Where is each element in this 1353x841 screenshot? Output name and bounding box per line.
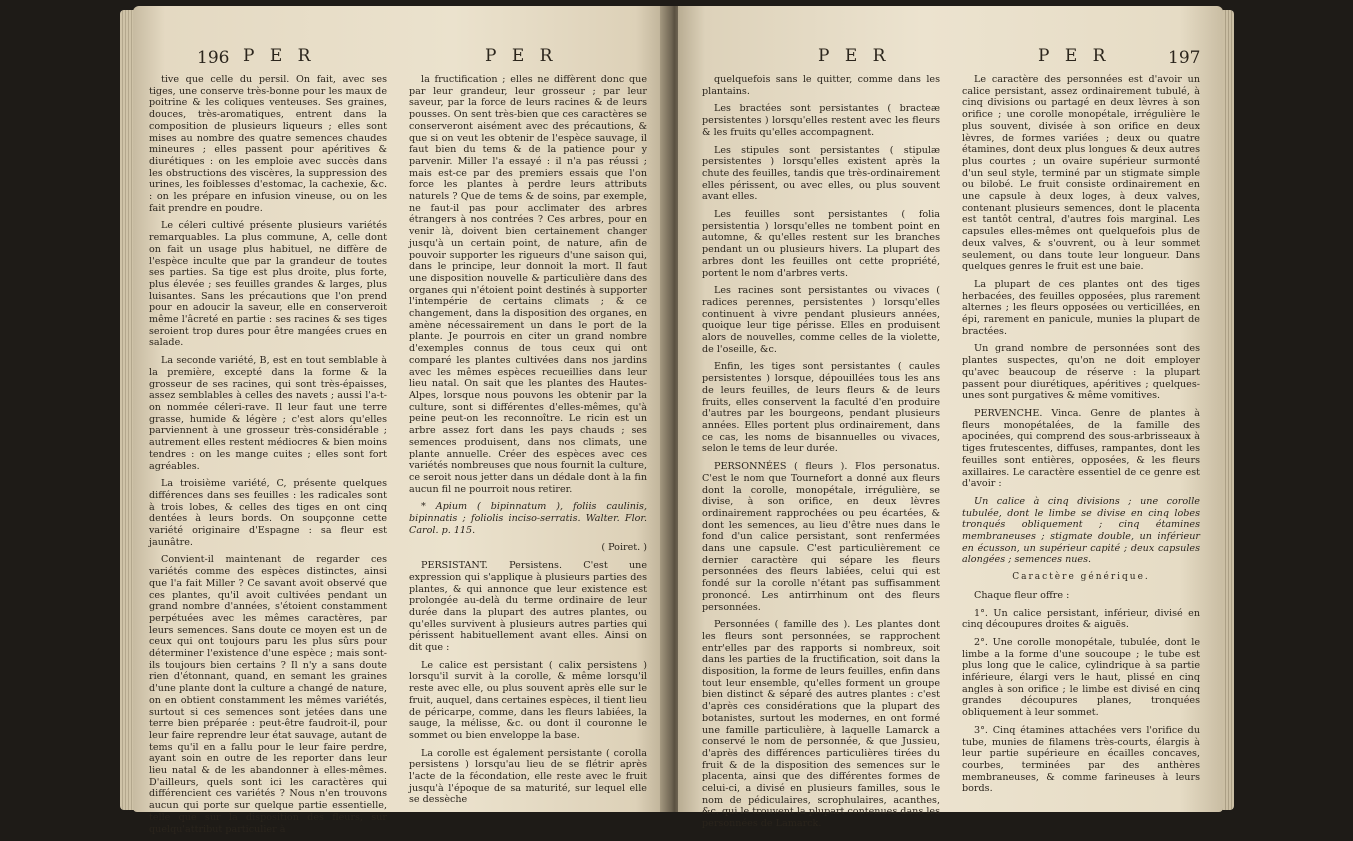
left-column-2 bbox=[409, 74, 647, 812]
left-column-1 bbox=[149, 74, 387, 841]
paragraph: Les racines sont persistantes ou vivaces ( radices perennes, persistentes ) lorsqu'elles continuent à vivre pendant plusieurs années, quoique leur tige périsse. Elles en produisent alors de nouvelles, comme celles de la violette, de l'oseille, &c. bbox=[702, 285, 940, 355]
paragraph: Convient-il maintenant de regarder ces variétés comme des espèces distinctes, ainsi que l'a fait Miller ? Ce savant avoit observé que ces plantes, qu'il avoit cultivées pendant un grand nombre d'années, s'étoient constamment perpétuées avec les mêmes caractères, par leurs semences. Sans doute ce moyen est un de ceux qui ont toujours paru les plus sûrs pour déterminer l'existence d'une espèce ; mais sont-ils toujours bien certains ? Il n'y a sans doute rien d'étonnant, quand, en semant les graines d'une plante dont la culture a changé de nature, on en obtient constamment les mêmes variétés, surtout si ces semences sont jetées dans une terre bien préparée : peut-être faudroit-il, pour leur faire reprendre leur état sauvage, autant de tems qu'il en a fallu pour le leur faire perdre, ayant soin en outre de les reporter dans leur lieu natal & de les abandonner à elles-mêmes. D'ailleurs, quels sont ici les caractères qui différencient ces variétés ? Nous n'en trouvons aucun qui porte sur quelque partie essentielle, telle que sur la disposition des fleurs, sur quelqu'attribut particulier à bbox=[149, 554, 387, 835]
paragraph: 1°. Un calice persistant, inférieur, divisé en cinq découpures droites & aiguës. bbox=[962, 607, 1200, 631]
paragraph: tive que celle du persil. On fait, avec ses tiges, une conserve très-bonne pour les maux de poitrine & les coliques venteuses. Ses graines, douces, très-aromatiques, entrent dans la composition de plusieurs liqueurs ; elles sont mises au nombre des quatre semences chaudes mineures ; elles passent pour apéritives & diurétiques : on les emploie avec succès dans les obstructions des viscères, la suppression des urines, les foiblesses d'estomac, la cachexie, &c. : on les prépare en infusion vineuse, ou on les fait prendre en poudre. bbox=[149, 74, 387, 214]
running-header-left: P E R bbox=[243, 46, 316, 66]
paragraph: 3°. Cinq étamines attachées vers l'orifice du tube, munies de filamens très-courts, élargis à leur partie supérieure en écailles concaves, courbes, terminées par des anthères membraneuses, & comme farineuses à leurs bords. bbox=[962, 724, 1200, 795]
paragraph: Le caractère des personnées est d'avoir un calice persistant, assez ordinairement tubulé, à cinq divisions ou partagé en deux lèvres à son orifice ; une corolle monopétale, irrégulière le plus souvent, divisée à son orifice en deux lèvres, de formes variées ; deux ou quatre étamines, dont deux plus longues & deux autres plus courtes ; un ovaire supérieur surmonté d'un seul style, terminé par un stigmate simple ou bilobé. Le fruit consiste ordinairement en une capsule à deux loges, à deux valves, contenant plusieurs semences, dont le placenta est tantôt central, d'autres fois marginal. Les capsules elles-mêmes ont quelquefois plus de deux valves, & s'ouvrent, ou à leur sommet seulement, ou dans toute leur longueur. Dans quelques genres le fruit est une baie. bbox=[962, 74, 1200, 273]
running-header-right: P E R bbox=[1038, 46, 1111, 66]
paragraph: Les stipules sont persistantes ( stipulæ persistentes ) lorsqu'elles existent après la chute des feuilles, tandis que très-ordinairement elles périssent, ou avec elles, ou plus souvent avant elles. bbox=[702, 144, 940, 203]
paragraph: Le céleri cultivé présente plusieurs variétés remarquables. La plus commune, A, celle dont on fait un usage plus habituel, ne diffère de l'espèce inculte que par la grandeur de toutes ses parties. Sa tige est plus droite, plus forte, plus élevée ; ses feuilles grandes & larges, plus luisantes. Sans les précautions que l'on prend pour en adoucir la saveur, elle en conserveroit même l'âcreté en partie : ses racines & ses tiges seroient trop dures pour être mangées crues en salade. bbox=[149, 220, 387, 349]
open-book bbox=[28, 6, 1328, 835]
right-column-2 bbox=[962, 74, 1200, 801]
left-page bbox=[133, 6, 668, 835]
page-number-right: 197 bbox=[1168, 48, 1201, 68]
right-page bbox=[678, 6, 1223, 830]
paragraph: La corolle est également persistante ( corolla persistens ) lorsqu'au lieu de se flétrir après l'acte de la fécondation, elle reste avec le fruit jusqu'à l'époque de sa maturité, sur lequel elle se dessèche bbox=[409, 747, 647, 806]
paragraph: PERSISTANT. Persistens. C'est une expression qui s'applique à plusieurs parties des plantes, & qui annonce que leur existence est prolongée au-delà du terme ordinaire de leur durée dans la plupart des autres plantes, ou qu'elles survivent à plusieurs autres parties qui périssent habituellement avant elles. Ainsi on dit que : bbox=[409, 560, 647, 654]
paragraph: quelquefois sans le quitter, comme dans les plantains. bbox=[702, 74, 940, 97]
paragraph: La troisième variété, C, présente quelques différences dans ses feuilles : les radicales sont à trois lobes, & celles des tiges en ont cinq dentées à leurs bords. On soupçonne cette variété originaire d'Espagne : sa fleur est jaunâtre. bbox=[149, 478, 387, 548]
paragraph: PERSONNÉES ( fleurs ). Flos personatus. C'est le nom que Tournefort a donné aux fleurs dont la corolle, monopétale, irrégulière, se divise, à son orifice, en deux lèvres ordinairement rapprochées ou peu écartées, & dont les semences, au lieu d'être nues dans le fond d'un calice persistant, sont renfermées dans une capsule. C'est particulièrement ce dernier caractère qui sépare les fleurs personnées des fleurs labiées, celui qui est fondé sur la corolle n'étant pas suffisamment prononcé. Les antirrhinum ont des fleurs personnées. bbox=[702, 461, 940, 613]
paragraph: Un calice à cinq divisions ; une corolle tubulée, dont le limbe se divise en cinq lobes tronqués obliquement ; cinq étamines membraneuses ; stigmate double, un inférieur en écusson, un supérieur capité ; deux capsules alongées ; semences nues. bbox=[962, 495, 1200, 566]
paragraph: PERVENCHE. Vinca. Genre de plantes à fleurs monopétalées, de la famille des apocinées, qui comprend des sous-arbrisseaux à tiges frutescentes, diffuses, rampantes, dont les feuilles sont entières, opposées, & les fleurs axillaires. Le caractère essentiel de ce genre est d'avoir : bbox=[962, 407, 1200, 490]
paragraph: Les feuilles sont persistantes ( folia persistentia ) lorsqu'elles ne tombent point en automne, & qu'elles restent sur les branches pendant un ou plusieurs hivers. La plupart des arbres dont les feuilles ont cette propriété, portent le nom d'arbres verts. bbox=[702, 209, 940, 279]
paragraph: 2°. Une corolle monopétale, tubulée, dont le limbe a la forme d'une soucoupe ; le tube est plus long que le calice, cylindrique à sa partie inférieure, élargi vers le haut, plissé en cinq angles à son orifice ; le limbe est divisé en cinq grandes découpures planes, tronquées obliquement à leur sommet. bbox=[962, 636, 1200, 719]
paragraph: Un grand nombre de personnées sont des plantes suspectes, qu'on ne doit employer qu'avec beaucoup de réserve : la plupart passent pour diurétiques, apéritives ; quelques-unes sont purgatives & même vomitives. bbox=[962, 343, 1200, 402]
paragraph: la fructification ; elles ne diffèrent donc que par leur grandeur, leur grosseur ; par leur saveur, par la force de leurs racines & de leurs pousses. On sent très-bien que ces caractères se conserveront aisément avec des précautions, & que si on veut les obtenir de l'espèce sauvage, il faut bien du tems & de la patience pour y parvenir. Miller l'a essayé : il n'a pas réussi ; mais est-ce par des premiers essais que l'on force les plantes à perdre leurs attributs naturels ? Que de tems & de soins, par exemple, ne faut-il pas pour acclimater des arbres étrangers à nos contrées ? Ces arbres, pour en venir là, doivent bien certainement changer jusqu'à un certain point, de nature, afin de pouvoir supporter les rigueurs d'une saison qui, dans le principe, leur donnoit la mort. Il faut une disposition nouvelle & particulière dans des organes qui n'étoient point destinés à supporter l'intempérie de certains climats ; & ce changement, dans la disposition des organes, en amène nécessairement un dans le port de la plante. Je pourrois en citer un grand nombre d'exemples connus de tous ceux qui ont comparé les plantes cultivées dans nos jardins avec les mêmes espèces recueillies dans leur lieu natal. On sait que les plantes des Hautes-Alpes, lorsque nous pouvons les obtenir par la culture, sont si différentes d'elles-mêmes, qu'à peine peut-on les reconnoître. Le ricin est un arbre assez fort dans les pays chauds ; ses semences produisent, dans nos climats, une plante annuelle. Créer des espèces avec ces variétés nombreuses que nous fournit la culture, ce seroit nous jetter dans un dédale dont à la fin aucun fil ne pourroit nous retirer. bbox=[409, 74, 647, 495]
paragraph: * Apium ( bipinnatum ), foliis caulinis, bipinnatis ; foliolis inciso-serratis. Walter. Flor. Carol. p. 115. bbox=[409, 501, 647, 536]
page-number-left: 196 bbox=[197, 48, 230, 68]
paragraph: Les bractées sont persistantes ( bracteæ persistentes ) lorsqu'elles restent avec les fleurs & les fruits qu'elles accompagnent. bbox=[702, 103, 940, 138]
right-column-1 bbox=[702, 74, 940, 836]
paragraph: Le calice est persistant ( calix persistens ) lorsqu'il survit à la corolle, & même lorsqu'il reste avec elle, ou plus souvent après elle sur le fruit, auquel, dans certaines espèces, il tient lieu de péricarpe, comme, dans les fleurs labiées, la sauge, la mélisse, &c. ou dont il couronne le sommet ou bien enveloppe la base. bbox=[409, 659, 647, 741]
paragraph: Chaque fleur offre : bbox=[974, 589, 1070, 601]
paragraph: La plupart de ces plantes ont des tiges herbacées, des feuilles opposées, plus rarement alternes ; les fleurs opposées ou verticillées, en épi, rarement en panicule, munies la plupart de bractées. bbox=[962, 278, 1200, 337]
paragraph: Enfin, les tiges sont persistantes ( caules persistentes ) lorsque, dépouillées tous les ans de leurs feuilles, de leurs fleurs & de leurs fruits, elles conservent la faculté d'en produire d'autres par les bourgeons, pendant plusieurs années. Elles portent plus ordinairement, dans ce cas, les noms de bisannuelles ou vivaces, selon le tems de leur durée. bbox=[702, 361, 940, 455]
running-header-right-col1: P E R bbox=[818, 46, 891, 66]
running-header-left-col2: P E R bbox=[485, 46, 558, 66]
paragraph: Personnées ( famille des ). Les plantes dont les fleurs sont personnées, se rapprochent entr'elles par des rapports si nombreux, soit dans les parties de la fructification, soit dans la disposition, la forme de leurs feuilles, enfin dans tout leur ensemble, qu'elles forment un groupe bien distinct & séparé des autres plantes : c'est d'après ces considérations que la plupart des botanistes, surtout les modernes, en ont formé une famille particulière, à laquelle Lamarck a conservé le nom de personnée, & que Jussieu, d'après des différences particulières tirées du fruit & de la disposition des semences sur le placenta, ainsi que des différentes formes de celui-ci, a divisé en plusieurs familles, sous le nom de pédiculaires, scrophulaires, acanthes, &c. qui le trouvent la plupart contenues dans les personnées de Lamarck. bbox=[702, 619, 940, 830]
author-credit: ( Poiret. ) bbox=[601, 542, 647, 554]
paragraph: La seconde variété, B, est en tout semblable à la première, excepté dans la forme & la grosseur de ses racines, qui sont très-épaisses, assez semblables à celles des navets ; aussi l'a-t-on nommée céleri-rave. Il leur faut une terre grasse, humide & légère ; c'est alors qu'elles parviennent à une grosseur très-considérable ; autrement elles restent médiocres & bien moins tendres : on les mange cuites ; elles sont fort agréables. bbox=[149, 355, 387, 472]
section-heading: Caractère générique. bbox=[1012, 572, 1150, 583]
